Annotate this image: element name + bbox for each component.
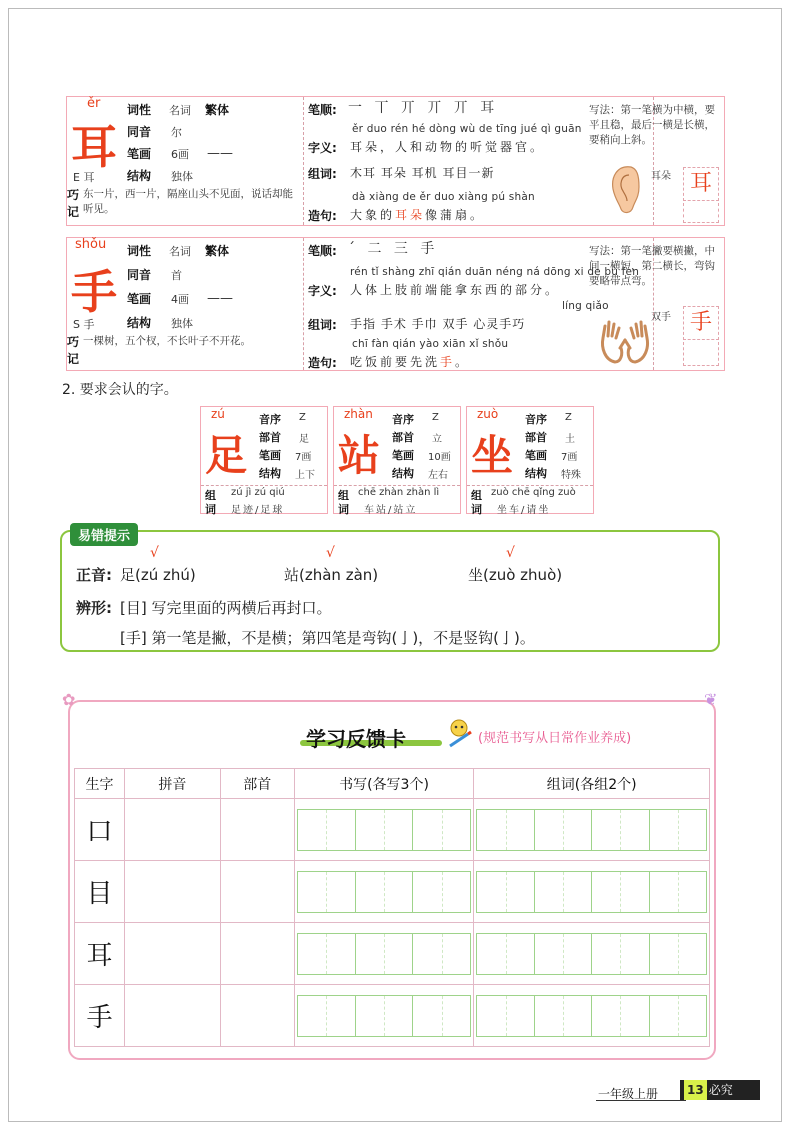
- row-value: 6画: [171, 148, 189, 161]
- zhengyin-zu: 足(zú zhú): [120, 566, 196, 584]
- mini-pinyin: zú: [211, 407, 225, 421]
- row-label: 词性: [127, 103, 152, 117]
- mini-zuci-pinyin: zuò chē qǐng zuò: [491, 487, 576, 498]
- mini-value: Z: [299, 412, 306, 423]
- row-label: 同音: [127, 268, 152, 282]
- shuxie-cell[interactable]: [294, 923, 474, 985]
- mini-value: 上下: [295, 470, 315, 481]
- zuci-text: 手指 手术 手巾 双手 心灵手巧: [350, 317, 526, 331]
- ziyi-text: 人体上肢前端能拿东西的部分。: [350, 283, 561, 297]
- error-tips-tag: 易错提示: [70, 523, 138, 546]
- image-caption: 耳朵: [651, 171, 671, 182]
- mini-value: 特殊: [561, 470, 581, 481]
- row-char: 手: [75, 985, 125, 1047]
- ziyi-text: 耳朵，人和动物的听觉器官。: [350, 140, 546, 154]
- mini-value: Z: [432, 412, 439, 423]
- hands-image: [597, 318, 653, 366]
- zhengyin-label: 正音:: [76, 566, 112, 584]
- stroke-order: ˊ 二 三 手: [348, 241, 439, 257]
- xiefa-note: 写法：第一笔撇要横撇，中间一横短，第二横长，弯钩要略带点弯。: [589, 245, 715, 287]
- mini-card-zhan: [333, 406, 461, 514]
- mini-card-zuo: [466, 406, 594, 514]
- mini-zuci-text: 足迹/足球: [231, 505, 285, 516]
- row-label: 结构: [127, 169, 152, 183]
- image-caption: 双手: [651, 312, 671, 323]
- mini-value: 立: [432, 434, 442, 445]
- row-value: 名词: [169, 245, 191, 258]
- zuci-cell[interactable]: [474, 923, 710, 985]
- row-char: 口: [75, 799, 125, 861]
- card-pinyin: shǒu: [75, 237, 107, 252]
- table-row: [75, 985, 710, 1047]
- mini-value: 足: [299, 434, 309, 445]
- mini-char: 坐: [471, 431, 514, 480]
- practice-char: 耳: [689, 171, 712, 196]
- zhengyin-zhan: 站(zhàn zàn): [284, 566, 379, 584]
- flower-icon: ✿: [62, 690, 76, 709]
- mini-label: 结构: [392, 467, 414, 480]
- mini-pinyin: zhàn: [344, 407, 373, 421]
- bianxing-shou: [手] 第一笔是撇，不是横；第四笔是弯钩(亅)，不是竖钩(亅)。: [120, 629, 535, 647]
- row-label: 笔画: [127, 147, 152, 161]
- card-pinyin: ěr: [87, 96, 101, 111]
- row-char: 目: [75, 861, 125, 923]
- row-value: 尔: [171, 126, 182, 139]
- mini-value: 7画: [295, 452, 312, 463]
- mini-label: 词: [205, 503, 216, 516]
- mini-value: 左右: [428, 470, 448, 481]
- radical-hint: S 手: [73, 318, 95, 331]
- bishun-label: 笔顺:: [308, 244, 337, 258]
- mini-label: 部首: [259, 431, 281, 444]
- mini-card-zu: [200, 406, 328, 514]
- mini-label: 结构: [259, 467, 281, 480]
- mini-char: 站: [338, 431, 381, 480]
- zaoju-label: 造句:: [308, 356, 337, 370]
- bushou-cell[interactable]: [220, 861, 294, 923]
- tick-mark: √: [326, 545, 335, 561]
- mini-label: 组: [471, 489, 482, 502]
- feedback-subtitle: (规范书写从日常作业养成): [478, 731, 632, 746]
- mini-label: 词: [338, 503, 349, 516]
- tick-mark: √: [150, 545, 159, 561]
- bushou-cell[interactable]: [220, 985, 294, 1047]
- zuci-cell[interactable]: [474, 985, 710, 1047]
- feedback-title: 学习反馈卡: [306, 727, 406, 751]
- ziyi-label: 字义:: [308, 284, 337, 298]
- radical-hint: E 耳: [73, 171, 95, 184]
- bishun-label: 笔顺:: [308, 103, 337, 117]
- mini-value: 土: [565, 434, 575, 445]
- header-shengzi: 生字: [75, 769, 125, 799]
- header-bushou: 部首: [220, 769, 294, 799]
- fanti-value: ——: [207, 146, 233, 161]
- mini-value: 10画: [428, 452, 451, 463]
- qiao-label: 巧记: [67, 188, 80, 219]
- card-big-char: 手: [71, 265, 117, 319]
- zuci-label: 组词:: [308, 318, 337, 332]
- ziyi-pinyin: rén tǐ shàng zhī qián duān néng ná dōng xi de bù fen: [350, 266, 640, 278]
- pinyin-cell[interactable]: [124, 861, 220, 923]
- mini-label: 笔画: [525, 449, 547, 462]
- mini-zuci-text: 坐车/请坐: [497, 505, 551, 516]
- tick-mark: √: [506, 545, 515, 561]
- card-info-left: [67, 97, 303, 225]
- pinyin-cell[interactable]: [124, 985, 220, 1047]
- mini-label: 音序: [525, 413, 547, 426]
- brand-text: 必究: [708, 1083, 733, 1097]
- pinyin-cell[interactable]: [124, 923, 220, 985]
- qiao-text: 东一片，西一片，隔座山头不见面，说话却能听见。: [83, 188, 293, 215]
- mini-label: 音序: [259, 413, 281, 426]
- row-label: 笔画: [127, 292, 152, 306]
- mini-label: 组: [205, 489, 216, 502]
- mini-label: 部首: [525, 431, 547, 444]
- header-zuci: 组词(各组2个): [474, 769, 710, 799]
- mini-zuci-text: 车站/站立: [364, 505, 418, 516]
- zuci-text: 木耳 耳朵 耳机 耳目一新: [350, 166, 495, 180]
- row-value: 名词: [169, 104, 191, 117]
- mini-value: 7画: [561, 452, 578, 463]
- card-info-left: [67, 238, 303, 370]
- row-value: 独体: [171, 170, 193, 183]
- mini-zuci-pinyin: zú jì zú qiú: [231, 487, 285, 498]
- shuxie-cell[interactable]: [294, 861, 474, 923]
- table-row: [75, 799, 710, 861]
- ear-image: [609, 163, 643, 215]
- xiefa-note: 写法：第一笔横为中横，要平且稳，最后一横是长横，要稍向上斜。: [589, 104, 715, 146]
- shuxie-cell[interactable]: [294, 985, 474, 1047]
- zaoju-text: 吃饭前要先洗手。: [350, 355, 471, 369]
- zaoju-pinyin: dà xiàng de ěr duo xiàng pú shàn: [352, 191, 535, 203]
- section-title: 2. 要求会认的字。: [62, 382, 178, 398]
- bianxing-mu: [目] 写完里面的两横后再封口。: [120, 599, 332, 617]
- char-card-shou: [66, 237, 725, 371]
- ziyi-label: 字义:: [308, 141, 337, 155]
- fanti-label: 繁体: [205, 244, 230, 258]
- row-char: 耳: [75, 923, 125, 985]
- fanti-label: 繁体: [205, 103, 230, 117]
- header-shuxie: 书写(各写3个): [294, 769, 474, 799]
- table-row: [75, 861, 710, 923]
- stroke-order: 一 丅 丌 丌 丌 耳: [348, 100, 499, 116]
- zhengyin-zuo: 坐(zuò zhuò): [468, 566, 563, 584]
- mini-pinyin: zuò: [477, 407, 499, 421]
- footer-brand: [680, 1080, 760, 1100]
- fanti-value: ——: [207, 291, 233, 306]
- row-value: 首: [171, 269, 182, 282]
- ziyi-pinyin: ěr duo rén hé dòng wù de tīng jué qì guān: [352, 123, 582, 135]
- mini-char: 足: [205, 431, 248, 480]
- row-label: 同音: [127, 125, 152, 139]
- feedback-table: [74, 768, 710, 1047]
- zuci-label: 组词:: [308, 167, 337, 181]
- mini-label: 组: [338, 489, 349, 502]
- pinyin-cell[interactable]: [124, 799, 220, 861]
- card-big-char: 耳: [71, 120, 117, 174]
- shuxie-cell[interactable]: [294, 799, 474, 861]
- bushou-cell[interactable]: [220, 923, 294, 985]
- row-value: 4画: [171, 293, 189, 306]
- mini-label: 笔画: [392, 449, 414, 462]
- qiao-text: 一棵树，五个杈，不长叶子不开花。: [83, 335, 251, 347]
- butterfly-icon: ❦: [704, 690, 718, 709]
- row-value: 独体: [171, 317, 193, 330]
- practice-box: [683, 203, 719, 223]
- zuci-pinyin: líng qiǎo: [562, 300, 609, 312]
- bushou-cell[interactable]: [220, 799, 294, 861]
- zaoju-text: 大象的耳朵像蒲扇。: [350, 208, 486, 222]
- mini-zuci-pinyin: chē zhàn zhàn lì: [358, 487, 440, 498]
- mini-label: 笔画: [259, 449, 281, 462]
- zaoju-label: 造句:: [308, 209, 337, 223]
- mini-label: 结构: [525, 467, 547, 480]
- mini-label: 音序: [392, 413, 414, 426]
- pencil-girl-icon: [444, 716, 474, 748]
- table-row: [75, 923, 710, 985]
- bianxing-label: 辨形:: [76, 599, 112, 617]
- practice-box: [683, 167, 719, 201]
- row-label: 结构: [127, 316, 152, 330]
- zuci-cell[interactable]: [474, 799, 710, 861]
- header-pinyin: 拼音: [124, 769, 220, 799]
- page-number: 13: [684, 1080, 707, 1100]
- zuci-cell[interactable]: [474, 861, 710, 923]
- practice-box: [683, 342, 719, 366]
- mini-label: 词: [471, 503, 482, 516]
- mini-label: 部首: [392, 431, 414, 444]
- qiao-label: 巧记: [67, 335, 80, 366]
- practice-box: [683, 306, 719, 340]
- practice-char: 手: [689, 310, 712, 335]
- footer-grade: 一年级上册: [598, 1087, 659, 1101]
- row-label: 词性: [127, 244, 152, 258]
- mini-value: Z: [565, 412, 572, 423]
- char-card-er: [66, 96, 725, 226]
- zaoju-pinyin: chī fàn qián yào xiān xǐ shǒu: [352, 338, 509, 350]
